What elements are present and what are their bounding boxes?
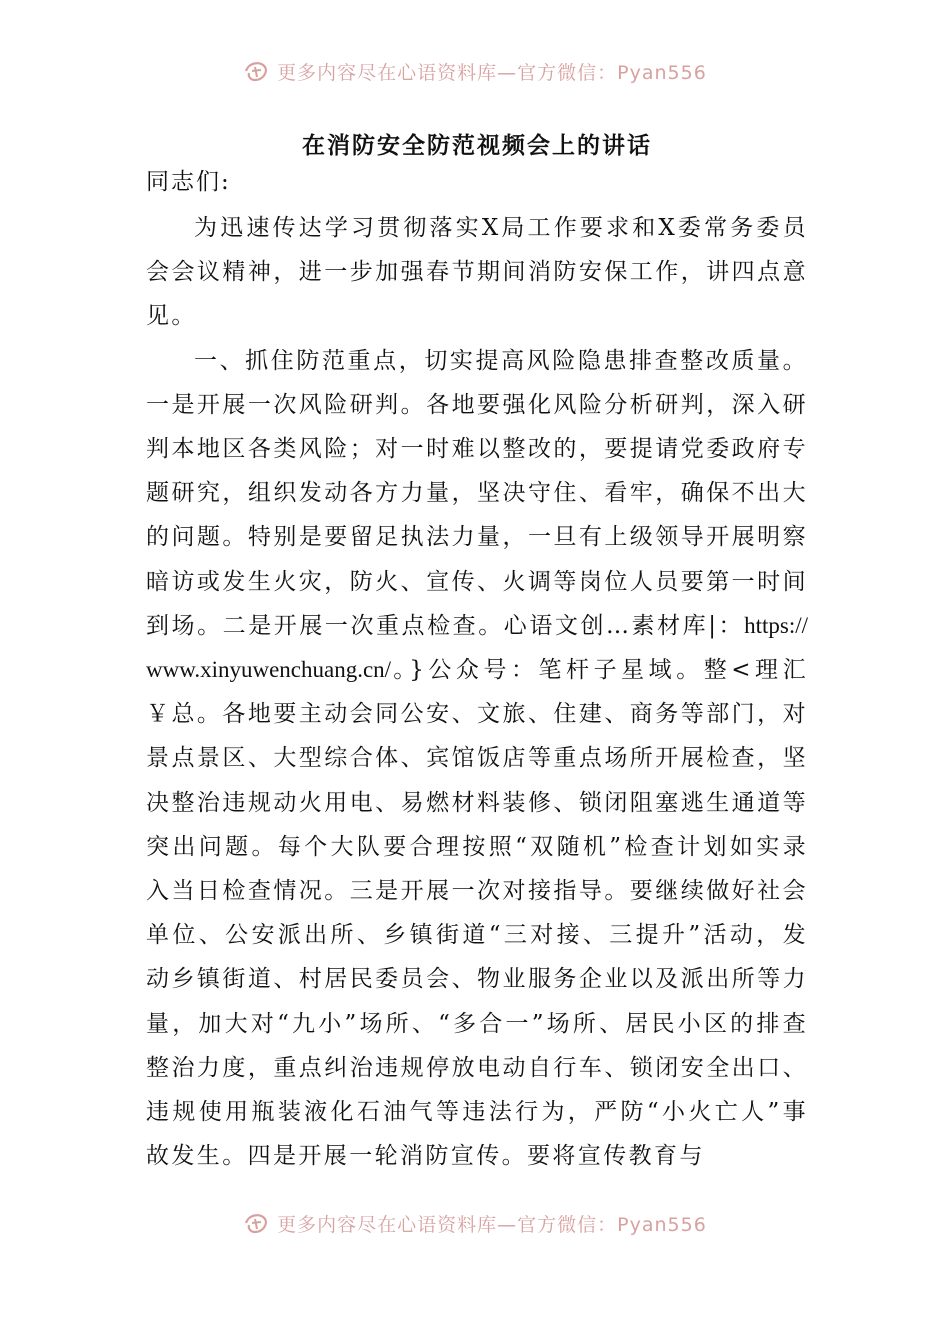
logo-icon [243, 1211, 271, 1235]
header-watermark [0, 56, 950, 86]
paragraph-point-one-continued: 。}公众号：笔杆子星域。整<理汇￥总。各地要主动会同公安、文旅、住建、商务等部门，对景点景区、大型综合体、宾馆饭店等重点场所开展检查，坚决整治违规动火用电、易燃材料装修、锁闭阻塞逃生通道等突出问题。每个大队要合理按照“双随机”检查计划如实录入当日检查情况。三是开展一次对接指导。要继续做好社会单位、公安派出所、乡镇街道“三对接、三提升”活动，发动乡镇街道、村居民委员会、物业服务企业以及派出所等力量，加大对“九小”场所、“多合一”场所、居民小区的排查整治力度，重点纠治违规停放电动自行车、锁闭安全出口、违规使用瓶装液化石油气等违法行为，严防“小火亡人”事故发生。四是开展一轮消防宣传。要将宣传教育与 [146, 657, 808, 1170]
paragraph-point-one-text: 一、抓住防范重点，切实提高风险隐患排查整改质量。一是开展一次风险研判。各地要强化风险分析研判，深入研判本地区各类风险；对一时难以整改的，要提请党委政府专题研究，组织发动各方力量，坚决守住、看牢，确保不出大的问题。特别是要留足执法力量，一旦有上级领导开展明察暗访或发生火灾，防火、宣传、火调等岗位人员要第一时间到场。二是开展一次重点检查。心语文创…素材库|： [146, 347, 808, 639]
footer-watermark [0, 1208, 950, 1238]
logo-icon [243, 59, 271, 83]
paragraph-point-one [146, 339, 808, 1179]
paragraph-intro: 为迅速传达学习贯彻落实X局工作要求和X委常务委员会会议精神，进一步加强春节期间消防安保工作，讲四点意见。 [146, 215, 808, 330]
document-body [146, 128, 808, 1178]
website-url: https://www.xinyuwenchuang.cn/ [146, 612, 808, 683]
document-title: 在消防安全防范视频会上的讲话 [302, 132, 652, 159]
salutation: 同志们: [146, 169, 231, 195]
footer-watermark-text: 更多内容尽在心语资料库—官方微信：Pyan556 [277, 1213, 707, 1236]
header-watermark-text: 更多内容尽在心语资料库—官方微信：Pyan556 [277, 61, 707, 84]
